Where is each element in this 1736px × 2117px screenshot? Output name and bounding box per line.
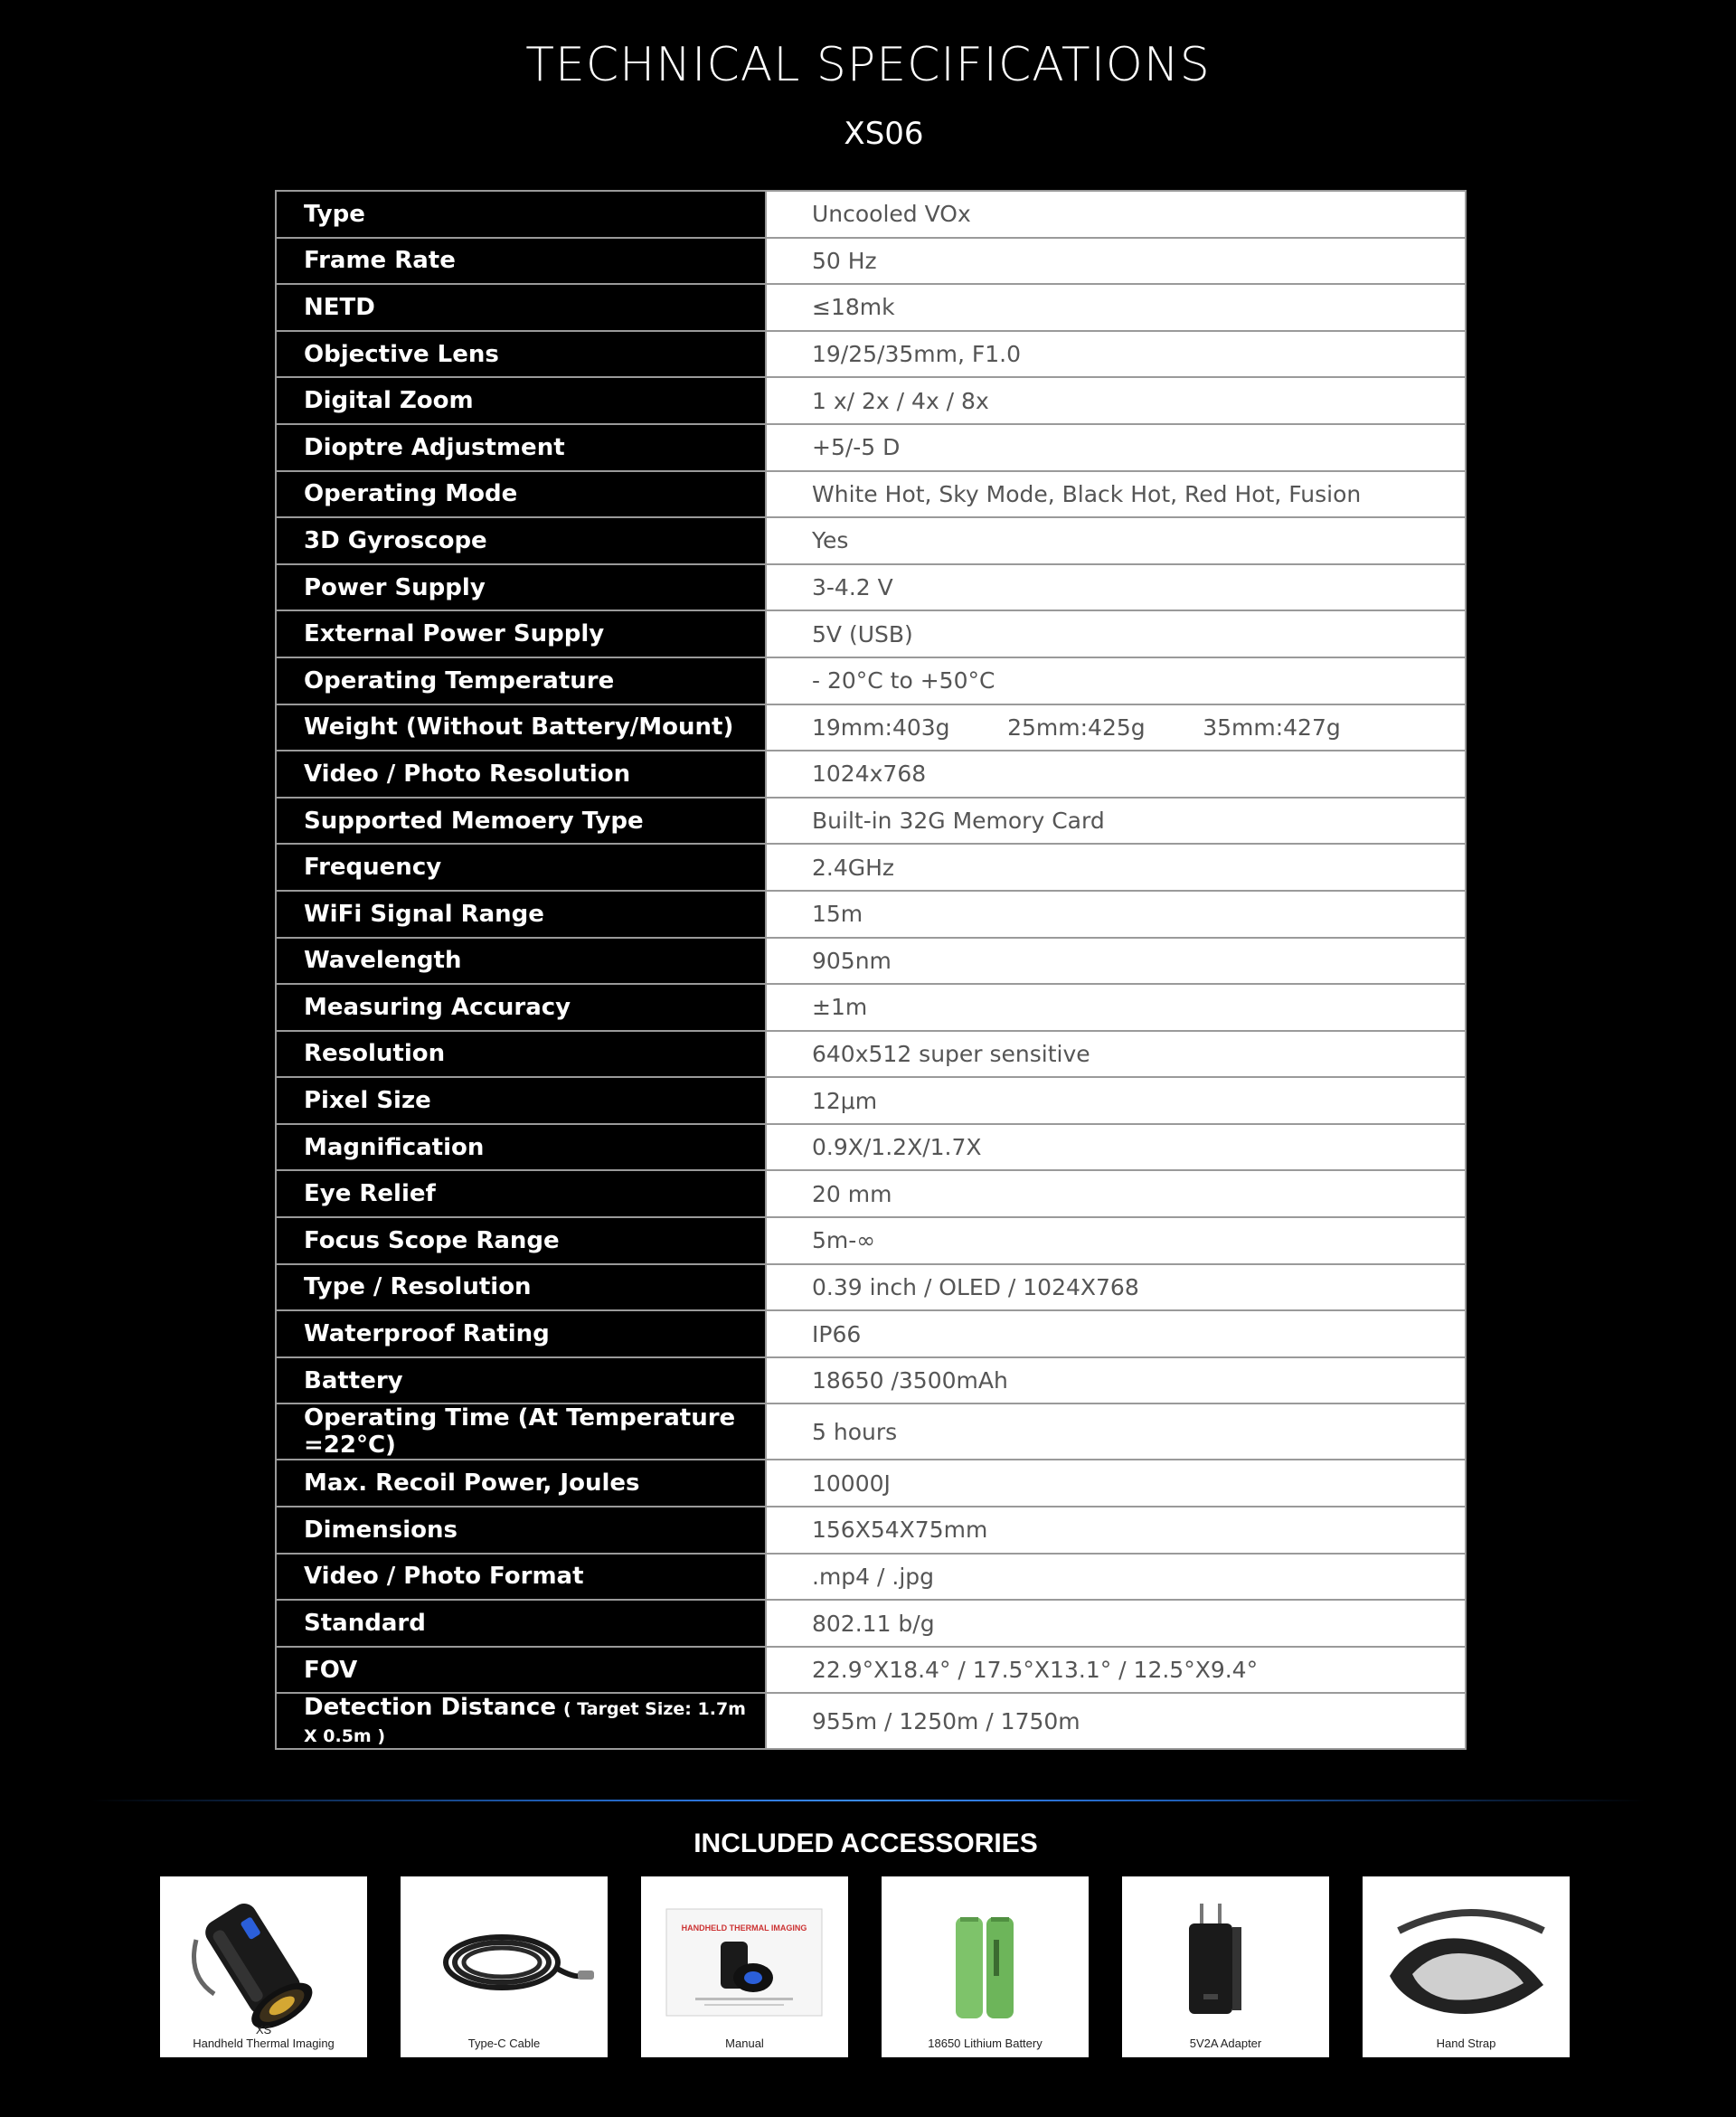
spec-row <box>276 1357 1466 1404</box>
spec-label <box>276 657 766 704</box>
spec-row <box>276 331 1466 378</box>
spec-value: 50 Hz <box>766 238 1466 285</box>
cable-label: Type-C Cable <box>467 2037 541 2050</box>
spec-label-text: Max. Recoil Power, Joules <box>304 1470 640 1498</box>
device-label: Handheld Thermal Imaging <box>193 2037 335 2050</box>
spec-label-text: Operating Mode <box>304 480 518 508</box>
manual-label: Manual <box>725 2037 764 2050</box>
manual-image <box>641 1876 848 2030</box>
spec-label-text: Digital Zoom <box>304 387 474 415</box>
spec-label-text: FOV <box>304 1656 358 1684</box>
manual-heading: HANDHELD THERMAL IMAGING <box>681 1923 807 1933</box>
spec-label <box>276 1264 766 1311</box>
accessories-title: INCLUDED ACCESSORIES <box>693 1829 1038 1858</box>
spec-label-text: Supported Memoery Type <box>304 807 644 835</box>
spec-label <box>276 704 766 751</box>
spec-label-text: Eye Relief <box>304 1180 436 1208</box>
spec-value: ±1m <box>766 984 1466 1031</box>
spec-label <box>276 564 766 611</box>
spec-label-text: WiFi Signal Range <box>304 900 544 928</box>
spec-label <box>276 284 766 331</box>
spec-row <box>276 1264 1466 1311</box>
spec-row <box>276 1077 1466 1124</box>
spec-row <box>276 1460 1466 1507</box>
spec-label-text: Weight (Without Battery/Mount) <box>304 714 734 742</box>
spec-label <box>276 751 766 798</box>
spec-value: 18650 /3500mAh <box>766 1357 1466 1404</box>
spec-value: 5V (USB) <box>766 610 1466 657</box>
spec-row <box>276 891 1466 938</box>
adapter-image <box>1122 1876 1329 2030</box>
spec-label-text: Waterproof Rating <box>304 1320 550 1348</box>
accessory-card-battery <box>882 1876 1089 2057</box>
spec-value: Yes <box>766 517 1466 564</box>
battery-label: 18650 Lithium Battery <box>928 2037 1043 2050</box>
spec-label-text: Video / Photo Format <box>304 1563 584 1591</box>
spec-row <box>276 798 1466 845</box>
spec-value: Built-in 32G Memory Card <box>766 798 1466 845</box>
spec-label-note: ( Target Size: 1.7m X 0.5m ) <box>304 1699 746 1747</box>
spec-value: 3-4.2 V <box>766 564 1466 611</box>
spec-row <box>276 1217 1466 1264</box>
spec-value: 12μm <box>766 1077 1466 1124</box>
accessory-caption <box>160 2023 367 2050</box>
spec-row <box>276 1693 1466 1749</box>
spec-row <box>276 844 1466 891</box>
spec-label <box>276 984 766 1031</box>
spec-value: 156X54X75mm <box>766 1507 1466 1554</box>
spec-label <box>276 1507 766 1554</box>
spec-row <box>276 1310 1466 1357</box>
spec-label <box>276 1600 766 1647</box>
spec-row <box>276 1031 1466 1078</box>
spec-label-text: Resolution <box>304 1040 446 1068</box>
spec-row <box>276 984 1466 1031</box>
spec-label <box>276 471 766 518</box>
spec-label <box>276 1647 766 1694</box>
spec-value: Uncooled VOx <box>766 191 1466 238</box>
spec-label <box>276 1693 766 1749</box>
spec-label-text: Type / Resolution <box>304 1273 532 1301</box>
spec-label-text: Focus Scope Range <box>304 1226 560 1254</box>
spec-label <box>276 1170 766 1217</box>
spec-row <box>276 751 1466 798</box>
section-divider <box>90 1800 1646 1801</box>
spec-label <box>276 1403 766 1460</box>
spec-label <box>276 1357 766 1404</box>
spec-label-text: Measuring Accuracy <box>304 993 571 1021</box>
spec-label-text: 3D Gyroscope <box>304 526 487 554</box>
battery-image <box>882 1876 1089 2030</box>
spec-value: 19/25/35mm, F1.0 <box>766 331 1466 378</box>
spec-label-text: Frame Rate <box>304 247 456 275</box>
spec-value: 1 x/ 2x / 4x / 8x <box>766 377 1466 424</box>
thermal-device-image <box>160 1876 367 2030</box>
spec-label <box>276 938 766 985</box>
accessory-card-manual <box>641 1876 848 2057</box>
spec-row <box>276 657 1466 704</box>
spec-row <box>276 1124 1466 1171</box>
spec-label-text: Dimensions <box>304 1516 458 1544</box>
spec-label <box>276 517 766 564</box>
spec-label-text: Frequency <box>304 854 442 882</box>
spec-row <box>276 564 1466 611</box>
spec-label <box>276 1217 766 1264</box>
spec-row <box>276 471 1466 518</box>
spec-label <box>276 1124 766 1171</box>
spec-value: 0.39 inch / OLED / 1024X768 <box>766 1264 1466 1311</box>
spec-label-text: Battery <box>304 1366 403 1394</box>
spec-label-text: Pixel Size <box>304 1087 431 1115</box>
spec-label-text: Operating Temperature <box>304 666 615 695</box>
spec-label <box>276 377 766 424</box>
spec-label <box>276 1031 766 1078</box>
spec-label <box>276 1077 766 1124</box>
spec-row <box>276 1600 1466 1647</box>
spec-value: 802.11 b/g <box>766 1600 1466 1647</box>
spec-label-text: Standard <box>304 1610 426 1638</box>
spec-value: ≤18mk <box>766 284 1466 331</box>
spec-row <box>276 1170 1466 1217</box>
spec-value: 1024x768 <box>766 751 1466 798</box>
accessory-card-device <box>160 1876 367 2057</box>
spec-label-text: Dioptre Adjustment <box>304 433 565 461</box>
spec-value: 5 hours <box>766 1403 1466 1460</box>
spec-row <box>276 284 1466 331</box>
spec-row <box>276 704 1466 751</box>
spec-label <box>276 798 766 845</box>
spec-value: 0.9X/1.2X/1.7X <box>766 1124 1466 1171</box>
spec-row <box>276 1403 1466 1460</box>
spec-value: 905nm <box>766 938 1466 985</box>
spec-label-text: NETD <box>304 293 375 321</box>
spec-value: White Hot, Sky Mode, Black Hot, Red Hot, Fusion <box>766 471 1466 518</box>
spec-row <box>276 610 1466 657</box>
model-name: XS06 <box>844 116 924 152</box>
spec-label <box>276 844 766 891</box>
adapter-label: 5V2A Adapter <box>1189 2037 1262 2050</box>
page-title: TECHNICAL SPECIFICATIONS <box>525 38 1211 92</box>
spec-value: 20 mm <box>766 1170 1466 1217</box>
spec-label-text: Video / Photo Resolution <box>304 760 631 788</box>
spec-value: 10000J <box>766 1460 1466 1507</box>
spec-label-text: Magnification <box>304 1133 485 1161</box>
spec-row <box>276 1507 1466 1554</box>
spec-label <box>276 331 766 378</box>
spec-table <box>275 190 1467 1750</box>
spec-value: 19mm:403g 25mm:425g 35mm:427g <box>766 704 1466 751</box>
spec-label <box>276 238 766 285</box>
spec-label-text: Wavelength <box>304 947 462 975</box>
hand-strap-image <box>1363 1876 1570 2030</box>
accessory-card-strap <box>1363 1876 1570 2057</box>
spec-value: IP66 <box>766 1310 1466 1357</box>
spec-label <box>276 1310 766 1357</box>
spec-row <box>276 238 1466 285</box>
spec-label-text: Objective Lens <box>304 340 499 368</box>
spec-label <box>276 891 766 938</box>
spec-value: .mp4 / .jpg <box>766 1554 1466 1601</box>
spec-row <box>276 517 1466 564</box>
spec-label <box>276 1554 766 1601</box>
spec-label <box>276 610 766 657</box>
spec-label-text: Type <box>304 200 365 228</box>
strap-label: Hand Strap <box>1436 2037 1496 2050</box>
spec-row <box>276 1647 1466 1694</box>
spec-row <box>276 938 1466 985</box>
spec-label-text: Power Supply <box>304 573 486 601</box>
spec-value: 15m <box>766 891 1466 938</box>
spec-value: - 20°C to +50°C <box>766 657 1466 704</box>
spec-label <box>276 191 766 238</box>
spec-label <box>276 424 766 471</box>
spec-row <box>276 377 1466 424</box>
spec-value: 2.4GHz <box>766 844 1466 891</box>
accessory-card-adapter <box>1122 1876 1329 2057</box>
accessory-card-cable <box>401 1876 608 2057</box>
spec-value: 640x512 super sensitive <box>766 1031 1466 1078</box>
spec-row <box>276 1554 1466 1601</box>
spec-label-text: External Power Supply <box>304 620 605 648</box>
device-model-label: XS <box>255 2023 272 2037</box>
spec-value: 22.9°X18.4° / 17.5°X13.1° / 12.5°X9.4° <box>766 1647 1466 1694</box>
spec-value: +5/-5 D <box>766 424 1466 471</box>
spec-label-text: Detection Distance <box>304 1694 556 1722</box>
cable-image <box>401 1876 608 2030</box>
spec-label <box>276 1460 766 1507</box>
spec-row <box>276 191 1466 238</box>
spec-value: 955m / 1250m / 1750m <box>766 1693 1466 1749</box>
spec-label-text: Operating Time (At Temperature =22°C) <box>304 1404 736 1460</box>
spec-value: 5m-∞ <box>766 1217 1466 1264</box>
spec-row <box>276 424 1466 471</box>
